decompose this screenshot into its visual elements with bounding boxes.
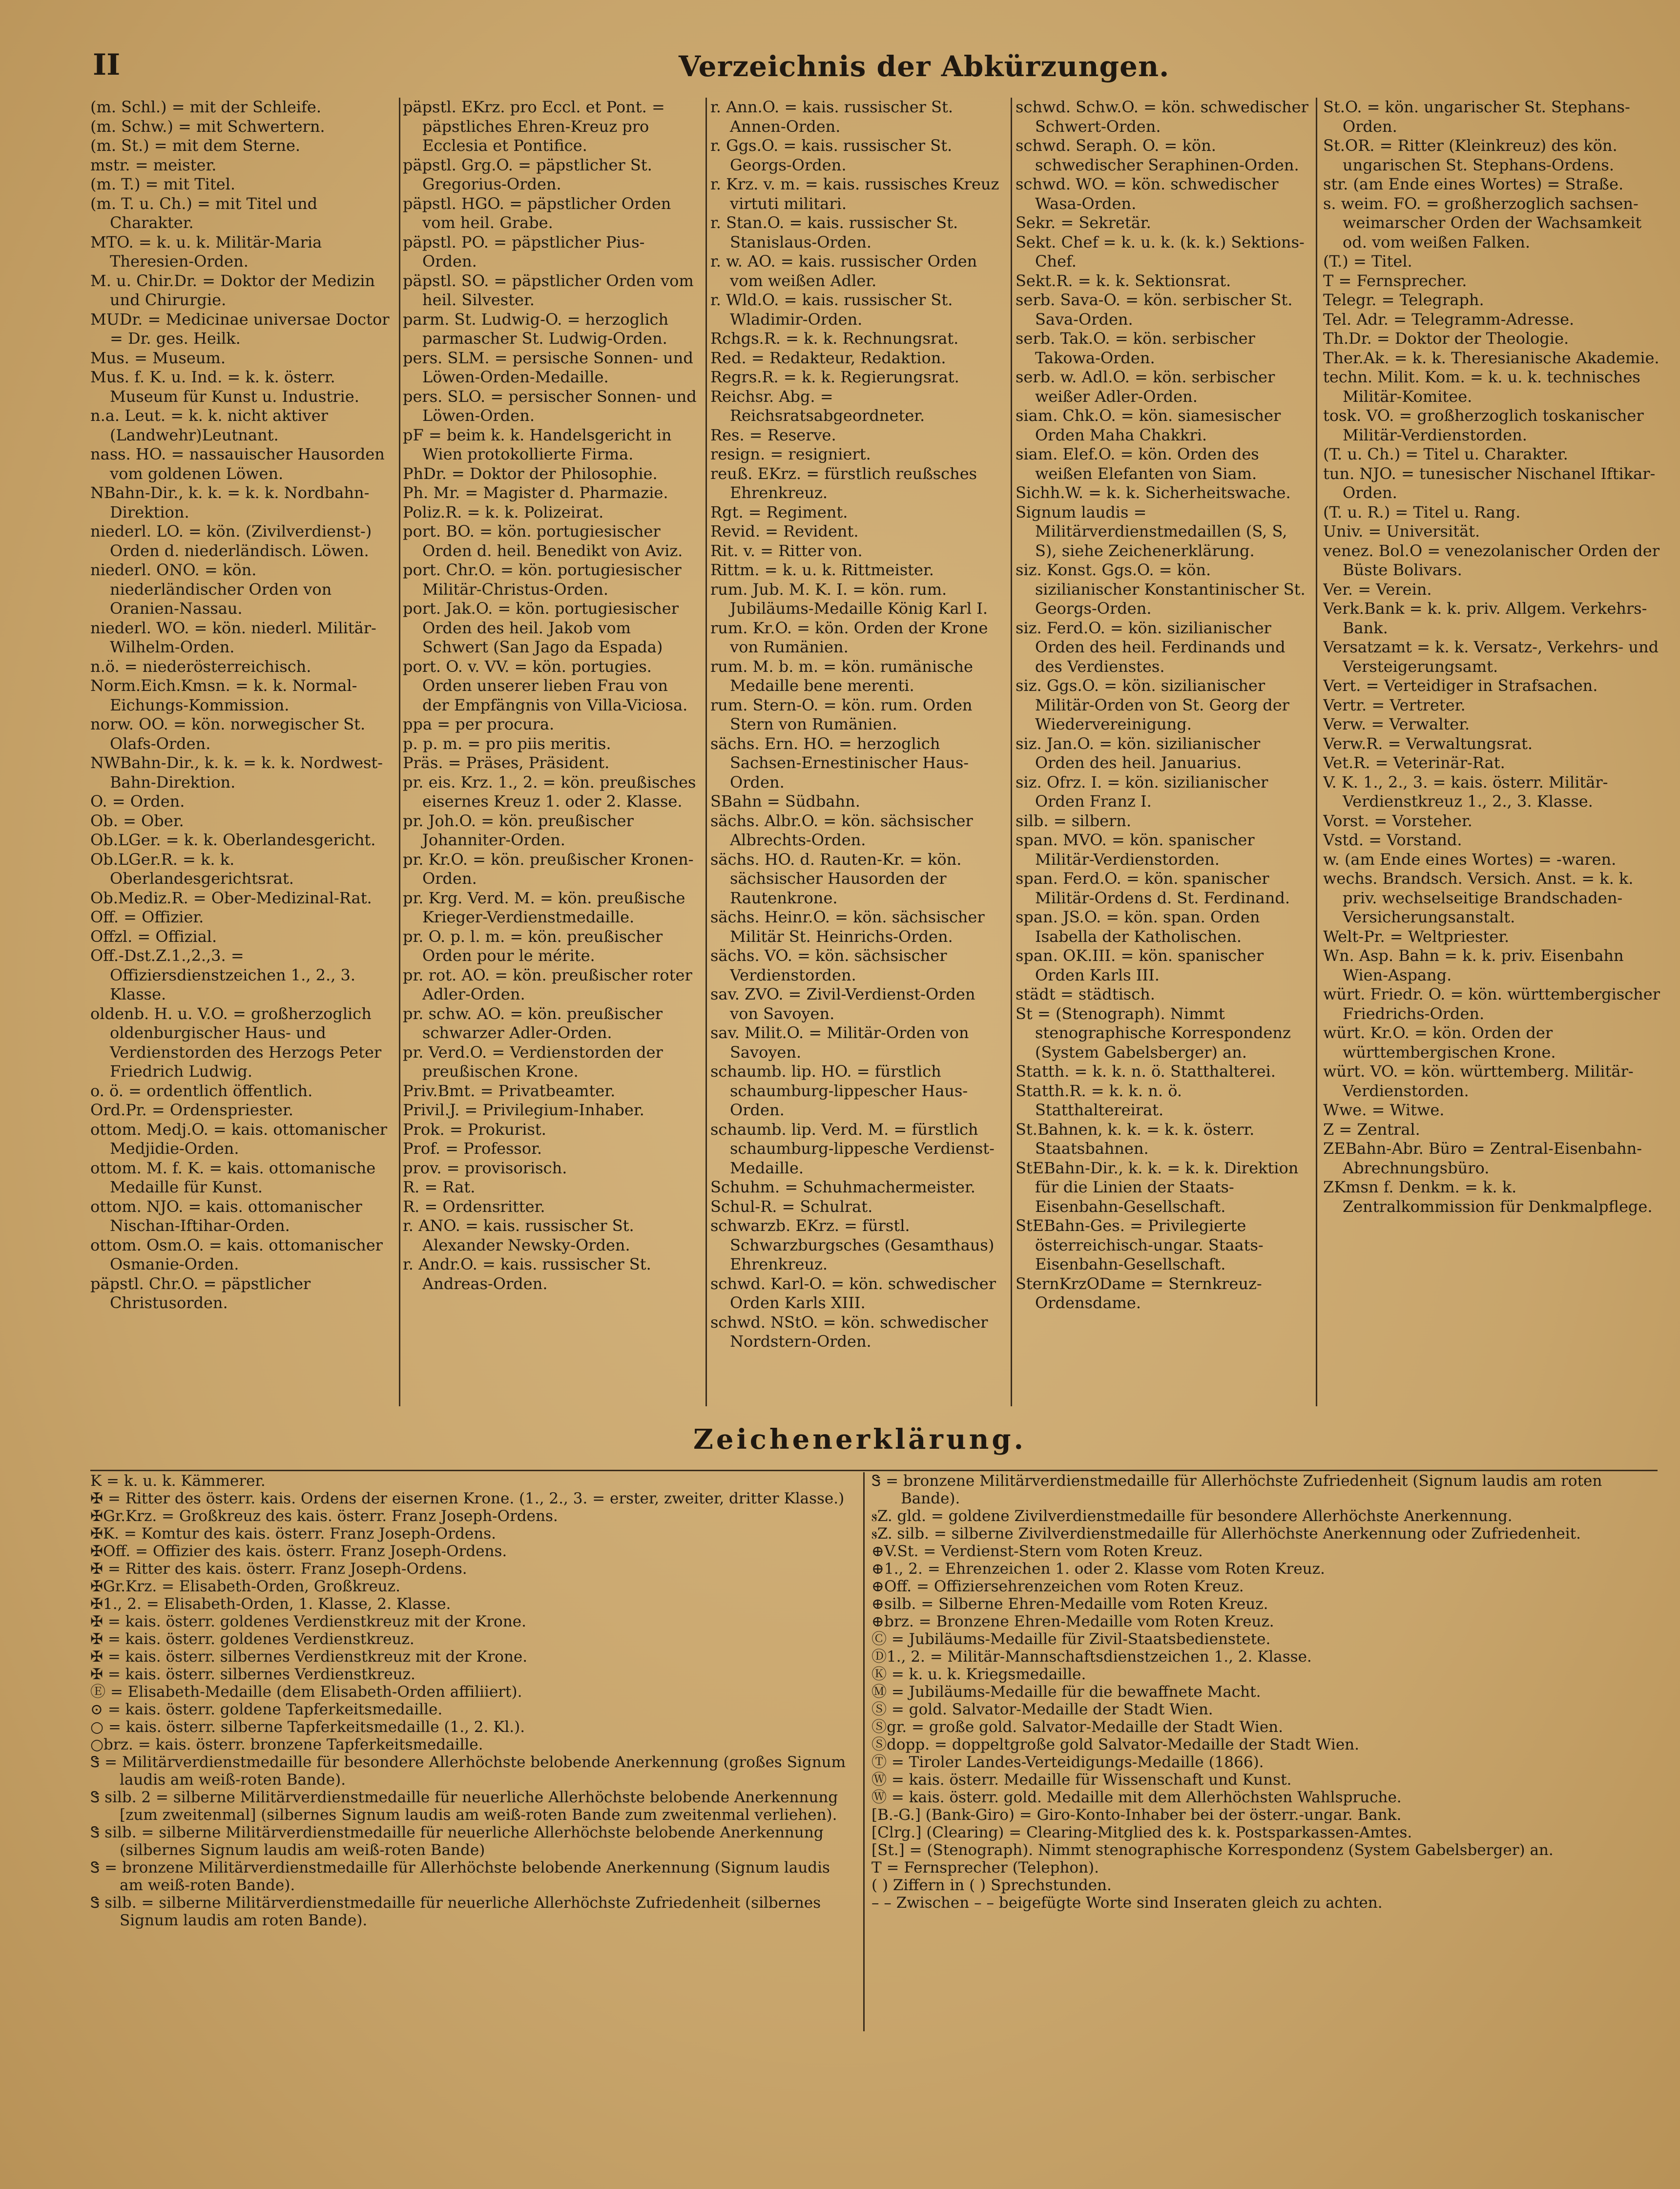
- abbreviation-entry: (m. St.) = mit dem Sterne.: [90, 136, 301, 155]
- abbreviation-entry: Sichh.W. = k. k. Sicherheitswache.: [1016, 483, 1291, 502]
- legend-entry: ꮥZ. gld. = goldene Zivilverdienstmedaille für besondere Allerhöchste Anerkennung.: [871, 1507, 1513, 1525]
- abbreviation-entry: ottom. M. f. K. = kais. ottomanische Medaille für Kunst.: [90, 1158, 376, 1196]
- abbreviation-entry: port. Chr.O. = kön. portugiesischer Militär-Christus-Orden.: [403, 561, 682, 599]
- legend-entry: ꮥZ. silb. = silberne Zivilverdienstmedaille für Allerhöchste Anerkennung oder Zufriedenheit.: [871, 1525, 1581, 1543]
- legend-entry: Ꮥ silb. = silberne Militärverdienstmedaille für neuerliche Allerhöchste belobende Anerkennung (silbernes Signum laudis am weiß-roten Bande): [90, 1824, 824, 1859]
- abbreviation-entry: Schuhm. = Schuhmachermeister.: [710, 1178, 975, 1196]
- legend-entry: ( ) Ziffern in ( ) Sprechstunden.: [871, 1876, 1112, 1894]
- legend-right-column: [871, 1472, 1660, 2039]
- legend-entry: ✠Off. = Offizier des kais. österr. Franz Joseph-Ordens.: [90, 1543, 507, 1560]
- abbreviation-entry: päpstl. EKrz. pro Eccl. et Pont. = päpstliches Ehren-Kreuz pro Ecclesia et Pontifice.: [403, 98, 665, 155]
- abbreviation-entry: Ob.LGer. = k. k. Oberlandesgericht.: [90, 831, 376, 849]
- abbreviation-entry: siz. Ferd.O. = kön. sizilianischer Orden des heil. Ferdinands und des Verdienstes.: [1016, 618, 1286, 676]
- legend-entry: ✠ = kais. österr. silbernes Verdienstkreuz.: [90, 1666, 415, 1683]
- abbreviation-entry: pr. Joh.O. = kön. preußischer Johanniter-Orden.: [403, 811, 634, 849]
- abbreviation-entry: r. Stan.O. = kais. russischer St. Stanislaus-Orden.: [710, 213, 958, 251]
- abbreviation-entry: span. JS.O. = kön. span. Orden Isabella der Katholischen.: [1016, 908, 1260, 946]
- abbreviation-entry: Rchgs.R. = k. k. Rechnungsrat.: [710, 329, 959, 348]
- abbreviation-entry: Schul-R. = Schulrat.: [710, 1197, 873, 1216]
- legend-entry: ✠K. = Komtur des kais. österr. Franz Joseph-Ordens.: [90, 1525, 496, 1543]
- abbreviation-entry: Vertr. = Vertreter.: [1323, 695, 1466, 714]
- legend-entry: ⊕1., 2. = Ehrenzeichen 1. oder 2. Klasse vom Roten Kreuz.: [871, 1560, 1325, 1578]
- abbreviation-entry: Z = Zentral.: [1323, 1120, 1420, 1139]
- abbreviation-entry: siam. Chk.O. = kön. siamesischer Orden Maha Chakkri.: [1016, 406, 1281, 444]
- abbreviation-entry: sächs. HO. d. Rauten-Kr. = kön. sächsischer Hausorden der Rautenkrone.: [710, 850, 962, 907]
- abbreviation-entry: St.O. = kön. ungarischer St. Stephans-Orden.: [1323, 98, 1630, 136]
- abbreviation-entry: str. (am Ende eines Wortes) = Straße.: [1323, 175, 1624, 193]
- abbreviation-entry: päpstl. PO. = päpstlicher Pius-Orden.: [403, 232, 645, 271]
- abbreviation-entry: päpstl. Grg.O. = päpstlicher St. Gregorius-Orden.: [403, 155, 652, 193]
- abbreviation-column-3: [710, 98, 1003, 1409]
- abbreviation-entry: r. Andr.O. = kais. russischer St. Andreas-Orden.: [403, 1255, 651, 1293]
- legend-entry: ⊕silb. = Silberne Ehren-Medaille vom Roten Kreuz.: [871, 1595, 1268, 1613]
- abbreviation-entry: Res. = Reserve.: [710, 425, 836, 444]
- page-number: II: [93, 48, 121, 82]
- abbreviation-entry: Sekt.R. = k. k. Sektionsrat.: [1016, 271, 1231, 290]
- abbreviation-entry: würt. Friedr. O. = kön. württembergischer Friedrichs-Orden.: [1323, 985, 1660, 1023]
- legend-entry: ⊕Off. = Offiziersehrenzeichen vom Roten Kreuz.: [871, 1578, 1244, 1595]
- legend-title: Zeichenerklärung.: [693, 1423, 1027, 1456]
- legend-entry: Ꮥ silb. = silberne Militärverdienstmedaille für neuerliche Allerhöchste Zufriedenheit (silbernes Signum laudis am roten Bande).: [90, 1894, 821, 1929]
- abbreviation-entry: schwd. NStO. = kön. schwedischer Nordstern-Orden.: [710, 1313, 988, 1351]
- abbreviation-entry: oldenb. H. u. V.O. = großherzoglich oldenburgischer Haus- und Verdienstorden des Herzogs Peter Friedrich Ludwig.: [90, 1004, 382, 1081]
- abbreviation-entry: Red. = Redakteur, Redaktion.: [710, 348, 946, 367]
- legend-entry: T = Fernsprecher (Telephon).: [871, 1859, 1099, 1876]
- abbreviation-entry: pF = beim k. k. Handelsgericht in Wien protokollierte Firma.: [403, 425, 672, 463]
- legend-entry: ✠ = Ritter des kais. österr. Franz Joseph-Ordens.: [90, 1560, 467, 1578]
- abbreviation-entry: port. Jak.O. = kön. portugiesischer Orden des heil. Jakob vom Schwert (San Jago da Espada): [403, 599, 679, 656]
- abbreviation-entry: prov. = provisorisch.: [403, 1158, 567, 1177]
- abbreviation-entry: Verw. = Verwalter.: [1323, 715, 1470, 733]
- abbreviation-entry: norw. OO. = kön. norwegischer St. Olafs-Orden.: [90, 715, 366, 753]
- abbreviation-entry: Mus. f. K. u. Ind. = k. k. österr. Museum für Kunst u. Industrie.: [90, 368, 359, 406]
- column-divider: [399, 98, 400, 1406]
- abbreviation-entry: pers. SLO. = persischer Sonnen- und Löwen-Orden.: [403, 387, 697, 425]
- abbreviation-entry: SBahn = Südbahn.: [710, 792, 860, 811]
- abbreviation-entry: nass. HO. = nassauischer Hausorden vom goldenen Löwen.: [90, 445, 385, 483]
- abbreviation-entry: Wn. Asp. Bahn = k. k. priv. Eisenbahn Wien-Aspang.: [1323, 946, 1624, 984]
- legend-divider: [863, 1472, 865, 2031]
- abbreviation-entry: V. K. 1., 2., 3. = kais. österr. Militär-Verdienstkreuz 1., 2., 3. Klasse.: [1323, 772, 1608, 811]
- abbreviation-entry: sächs. VO. = kön. sächsischer Verdienstorden.: [710, 946, 947, 984]
- column-divider: [1011, 98, 1012, 1406]
- legend-entry: Ꮥ = Militärverdienstmedaille für besondere Allerhöchste belobende Anerkennung (großes Signum laudis am weiß-roten Bande).: [90, 1753, 846, 1789]
- column-divider: [1316, 98, 1317, 1406]
- abbreviation-entry: pr. eis. Krz. 1., 2. = kön. preußisches eisernes Kreuz 1. oder 2. Klasse.: [403, 772, 696, 811]
- abbreviation-entry: venez. Bol.O = venezolanischer Orden der Büste Bolivars.: [1323, 541, 1659, 579]
- abbreviation-entry: Ob.Mediz.R. = Ober-Medizinal-Rat.: [90, 888, 372, 907]
- legend-entry: ✠Gr.Krz. = Großkreuz des kais. österr. Franz Joseph-Ordens.: [90, 1507, 558, 1525]
- abbreviation-entry: Priv.Bmt. = Privatbeamter.: [403, 1081, 616, 1100]
- abbreviation-entry: siz. Ggs.O. = kön. sizilianischer Militär-Orden von St. Georg der Wiedervereinigung.: [1016, 676, 1289, 733]
- abbreviation-entry: Präs. = Präses, Präsident.: [403, 753, 610, 772]
- abbreviation-entry: StEBahn-Dir., k. k. = k. k. Direktion für die Linien der Staats-Eisenbahn-Gesellschaft.: [1016, 1158, 1299, 1216]
- abbreviation-entry: Statth.R. = k. k. n. ö. Statthaltereirat.: [1016, 1081, 1182, 1119]
- abbreviation-entry: Reichsr. Abg. = Reichsratsabgeordneter.: [710, 387, 925, 425]
- abbreviation-entry: Verw.R. = Verwaltungsrat.: [1323, 734, 1533, 753]
- abbreviation-entry: niederl. LO. = kön. (Zivilverdienst-) Orden d. niederländisch. Löwen.: [90, 522, 372, 560]
- legend-entry: Ⓓ1., 2. = Militär-Mannschaftsdienstzeichen 1., 2. Klasse.: [871, 1648, 1312, 1666]
- abbreviation-entry: siz. Jan.O. = kön. sizilianischer Orden des heil. Januarius.: [1016, 734, 1261, 772]
- abbreviation-entry: serb. w. Adl.O. = kön. serbischer weißer Adler-Orden.: [1016, 368, 1275, 406]
- abbreviation-entry: siz. Konst. Ggs.O. = kön. sizilianischer Konstantinischer St. Georgs-Orden.: [1016, 561, 1306, 618]
- abbreviation-entry: Ord.Pr. = Ordenspriester.: [90, 1101, 293, 1119]
- abbreviation-entry: rum. Kr.O. = kön. Orden der Krone von Rumänien.: [710, 618, 988, 656]
- abbreviation-entry: Offzl. = Offizial.: [90, 927, 217, 946]
- abbreviation-entry: Ph. Mr. = Magister d. Pharmazie.: [403, 483, 668, 502]
- abbreviation-entry: Univ. = Universität.: [1323, 522, 1480, 541]
- abbreviation-entry: span. MVO. = kön. spanischer Militär-Verdienstorden.: [1016, 831, 1255, 869]
- abbreviation-entry: schwd. Seraph. O. = kön. schwedischer Seraphinen-Orden.: [1016, 136, 1299, 174]
- abbreviation-entry: siz. Ofrz. I. = kön. sizilianischer Orden Franz I.: [1016, 772, 1268, 811]
- abbreviation-column-5: [1323, 98, 1665, 1409]
- abbreviation-entry: parm. St. Ludwig-O. = herzoglich parmascher St. Ludwig-Orden.: [403, 310, 669, 348]
- abbreviation-entry: Verk.Bank = k. k. priv. Allgem. Verkehrs-Bank.: [1323, 599, 1647, 637]
- abbreviation-entry: schwarzb. EKrz. = fürstl. Schwarzburgsches (Gesamthaus) Ehrenkreuz.: [710, 1216, 995, 1273]
- abbreviation-entry: n.a. Leut. = k. k. nicht aktiver (Landwehr)Leutnant.: [90, 406, 328, 444]
- abbreviation-entry: Norm.Eich.Kmsn. = k. k. Normal-Eichungs-Kommission.: [90, 676, 357, 714]
- abbreviation-entry: r. Krz. v. m. = kais. russisches Kreuz virtuti militari.: [710, 175, 999, 213]
- abbreviation-entry: O. = Orden.: [90, 792, 185, 811]
- abbreviation-entry: ppa = per procura.: [403, 715, 555, 733]
- abbreviation-entry: schwd. WO. = kön. schwedischer Wasa-Orden.: [1016, 175, 1279, 213]
- abbreviation-entry: sächs. Albr.O. = kön. sächsischer Albrechts-Orden.: [710, 811, 973, 849]
- abbreviation-entry: s. weim. FO. = großherzoglich sachsen-weimarscher Orden der Wachsamkeit od. vom weißen Falken.: [1323, 194, 1642, 251]
- legend-entry: ✠ = kais. österr. silbernes Verdienstkreuz mit der Krone.: [90, 1648, 528, 1666]
- abbreviation-entry: schwd. Karl-O. = kön. schwedischer Orden Karls XIII.: [710, 1274, 996, 1312]
- abbreviation-entry: techn. Milit. Kom. = k. u. k. technisches Militär-Komitee.: [1323, 368, 1640, 406]
- abbreviation-entry: r. Ggs.O. = kais. russischer St. Georgs-Orden.: [710, 136, 953, 174]
- abbreviation-column-2: [403, 98, 698, 1409]
- legend-entry: [St.] = (Stenograph). Nimmt stenographische Korrespondenz (System Gabelsberger) an.: [871, 1841, 1554, 1859]
- abbreviation-entry: pr. schw. AO. = kön. preußischer schwarzer Adler-Orden.: [403, 1004, 663, 1042]
- abbreviation-entry: resign. = resigniert.: [710, 445, 871, 463]
- abbreviation-entry: tosk. VO. = großherzoglich toskanischer Militär-Verdienstorden.: [1323, 406, 1644, 444]
- abbreviation-entry: Signum laudis = Militärverdienstmedaillen (S, S, S), siehe Zeichenerklärung.: [1016, 502, 1287, 560]
- abbreviation-entry: rum. Stern-O. = kön. rum. Orden Stern von Rumänien.: [710, 695, 973, 733]
- legend-entry: Ⓦ = kais. österr. Medaille für Wissenschaft und Kunst.: [871, 1771, 1292, 1789]
- abbreviation-entry: St = (Stenograph). Nimmt stenographische Korrespondenz (System Gabelsberger) an.: [1016, 1004, 1291, 1062]
- abbreviation-entry: Vert. = Verteidiger in Strafsachen.: [1323, 676, 1598, 695]
- abbreviation-entry: Wwe. = Witwe.: [1323, 1101, 1445, 1119]
- abbreviation-entry: PhDr. = Doktor der Philosophie.: [403, 464, 658, 483]
- abbreviation-entry: SternKrzODame = Sternkreuz-Ordensdame.: [1016, 1274, 1262, 1312]
- abbreviation-entry: serb. Sava-O. = kön. serbischer St. Sava-Orden.: [1016, 291, 1293, 329]
- abbreviation-entry: Ob.LGer.R. = k. k. Oberlandesgerichtsrat.: [90, 850, 294, 888]
- legend-entry: Ⓔ = Elisabeth-Medaille (dem Elisabeth-Orden affiliiert).: [90, 1683, 522, 1701]
- abbreviation-entry: Ver. = Verein.: [1323, 580, 1432, 599]
- legend-entry: [B.-G.] (Bank-Giro) = Giro-Konto-Inhaber bei der österr.-ungar. Bank.: [871, 1806, 1402, 1824]
- legend-left-column: [90, 1472, 854, 2039]
- abbreviation-entry: Ther.Ak. = k. k. Theresianische Akademie.: [1323, 348, 1659, 367]
- abbreviation-entry: würt. VO. = kön. württemberg. Militär-Verdienstorden.: [1323, 1062, 1634, 1100]
- legend-entry: ✠ = kais. österr. goldenes Verdienstkreuz.: [90, 1630, 415, 1648]
- abbreviation-entry: rum. Jub. M. K. I. = kön. rum. Jubiläums-Medaille König Karl I.: [710, 580, 988, 618]
- abbreviation-entry: Revid. = Revident.: [710, 522, 859, 541]
- legend-entry: Ⓜ = Jubiläums-Medaille für die bewaffnete Macht.: [871, 1683, 1261, 1701]
- abbreviation-entry: T = Fernsprecher.: [1323, 271, 1467, 290]
- abbreviation-entry: sächs. Ern. HO. = herzoglich Sachsen-Ernestinischer Haus-Orden.: [710, 734, 969, 792]
- legend-rule: [90, 1470, 1658, 1471]
- abbreviation-entry: städt = städtisch.: [1016, 985, 1155, 1003]
- abbreviation-entry: schwd. Schw.O. = kön. schwedischer Schwert-Orden.: [1016, 98, 1308, 136]
- abbreviation-entry: Off.-Dst.Z.1.,2.,3. = Offiziersdienstzeichen 1., 2., 3. Klasse.: [90, 946, 356, 1003]
- abbreviation-entry: Tel. Adr. = Telegramm-Adresse.: [1323, 310, 1575, 329]
- abbreviation-entry: NWBahn-Dir., k. k. = k. k. Nordwest-Bahn-Direktion.: [90, 753, 383, 792]
- abbreviation-columns: [90, 98, 1667, 1409]
- abbreviation-entry: n.ö. = niederösterreichisch.: [90, 657, 311, 676]
- abbreviation-entry: Privil.J. = Privilegium-Inhaber.: [403, 1101, 644, 1119]
- abbreviation-column-4: [1016, 98, 1311, 1409]
- abbreviation-entry: Versatzamt = k. k. Versatz-, Verkehrs- und Versteigerungsamt.: [1323, 638, 1659, 676]
- abbreviation-entry: o. ö. = ordentlich öffentlich.: [90, 1081, 313, 1100]
- abbreviation-entry: MTO. = k. u. k. Militär-Maria Theresien-Orden.: [90, 232, 322, 271]
- abbreviation-entry: NBahn-Dir., k. k. = k. k. Nordbahn-Direktion.: [90, 483, 370, 521]
- legend-entry: Ⓣ = Tiroler Landes-Verteidigungs-Medaille (1866).: [871, 1753, 1264, 1771]
- abbreviation-column-1: [90, 98, 391, 1409]
- legend-entry: ○brz. = kais. österr. bronzene Tapferkeitsmedaille.: [90, 1736, 483, 1753]
- abbreviation-entry: (m. T.) = mit Titel.: [90, 175, 236, 193]
- abbreviation-entry: port. BO. = kön. portugiesischer Orden d. heil. Benedikt von Aviz.: [403, 522, 683, 560]
- abbreviation-entry: M. u. Chir.Dr. = Doktor der Medizin und Chirurgie.: [90, 271, 375, 309]
- abbreviation-entry: span. OK.III. = kön. spanischer Orden Karls III.: [1016, 946, 1264, 984]
- abbreviation-entry: ottom. NJO. = kais. ottomanischer Nischan-Iftihar-Orden.: [90, 1197, 362, 1235]
- abbreviation-entry: Sekr. = Sekretär.: [1016, 213, 1151, 232]
- abbreviation-entry: schaumb. lip. Verd. M. = fürstlich schaumburg-lippesche Verdienst-Medaille.: [710, 1120, 995, 1177]
- column-divider: [705, 98, 707, 1406]
- abbreviation-entry: r. w. AO. = kais. russischer Orden vom weißen Adler.: [710, 252, 977, 290]
- legend-entry: Ⓚ = k. u. k. Kriegsmedaille.: [871, 1666, 1086, 1683]
- abbreviation-entry: (m. T. u. Ch.) = mit Titel und Charakter.: [90, 194, 318, 232]
- abbreviation-entry: pr. Verd.O. = Verdienstorden der preußischen Krone.: [403, 1042, 663, 1081]
- legend-entry: ⊕V.St. = Verdienst-Stern vom Roten Kreuz.: [871, 1543, 1203, 1560]
- abbreviation-entry: Off. = Offizier.: [90, 908, 204, 926]
- abbreviation-entry: Vet.R. = Veterinär-Rat.: [1323, 753, 1505, 772]
- abbreviation-entry: silb. = silbern.: [1016, 811, 1132, 830]
- abbreviation-entry: Prof. = Professor.: [403, 1139, 542, 1158]
- abbreviation-entry: sav. Milit.O. = Militär-Orden von Savoyen.: [710, 1023, 969, 1062]
- abbreviation-entry: p. p. m. = pro piis meritis.: [403, 734, 611, 753]
- abbreviation-entry: pr. Kr.O. = kön. preußischer Kronen-Orden.: [403, 850, 694, 888]
- abbreviation-entry: (m. Schl.) = mit der Schleife.: [90, 98, 321, 116]
- abbreviation-entry: Rittm. = k. u. k. Rittmeister.: [710, 561, 934, 579]
- legend-entry: Ⓢ = gold. Salvator-Medaille der Stadt Wien.: [871, 1701, 1213, 1718]
- abbreviation-entry: Welt-Pr. = Weltpriester.: [1323, 927, 1510, 946]
- legend-entry: – – Zwischen – – beigefügte Worte sind Inseraten gleich zu achten.: [871, 1894, 1383, 1912]
- abbreviation-entry: Th.Dr. = Doktor der Theologie.: [1323, 329, 1569, 348]
- legend-entry: Ⓢdopp. = doppeltgroße gold Salvator-Medaille der Stadt Wien.: [871, 1736, 1359, 1753]
- legend-entry: ✠1., 2. = Elisabeth-Orden, 1. Klasse, 2. Klasse.: [90, 1595, 451, 1613]
- abbreviation-entry: niederl. WO. = kön. niederl. Militär-Wilhelm-Orden.: [90, 618, 376, 656]
- abbreviation-entry: Telegr. = Telegraph.: [1323, 291, 1484, 309]
- abbreviation-entry: Vstd. = Vorstand.: [1323, 831, 1462, 849]
- page-title: Verzeichnis der Abkürzungen.: [679, 50, 1170, 83]
- abbreviation-entry: niederl. ONO. = kön. niederländischer Orden von Oranien-Nassau.: [90, 561, 332, 618]
- legend-entry: ✠ = Ritter des österr. kais. Ordens der eisernen Krone. (1., 2., 3. = erster, zweiter, dritter Klasse.): [90, 1490, 845, 1507]
- abbreviation-entry: Prok. = Prokurist.: [403, 1120, 546, 1139]
- abbreviation-entry: päpstl. HGO. = päpstlicher Orden vom heil. Grabe.: [403, 194, 671, 232]
- abbreviation-entry: Vorst. = Vorsteher.: [1323, 811, 1473, 830]
- abbreviation-entry: St.OR. = Ritter (Kleinkreuz) des kön. ungarischen St. Stephans-Ordens.: [1323, 136, 1618, 174]
- abbreviation-entry: schaumb. lip. HO. = fürstlich schaumburg-lippescher Haus-Orden.: [710, 1062, 968, 1119]
- abbreviation-entry: Rit. v. = Ritter von.: [710, 541, 863, 560]
- abbreviation-entry: StEBahn-Ges. = Privilegierte österreichisch-ungar. Staats-Eisenbahn-Gesellschaft.: [1016, 1216, 1264, 1273]
- abbreviation-entry: päpstl. Chr.O. = päpstlicher Christusorden.: [90, 1274, 311, 1312]
- abbreviation-entry: rum. M. b. m. = kön. rumänische Medaille bene merenti.: [710, 657, 973, 695]
- legend-entry: ⊕brz. = Bronzene Ehren-Medaille vom Roten Kreuz.: [871, 1613, 1274, 1630]
- abbreviation-entry: Mus. = Museum.: [90, 348, 226, 367]
- abbreviation-entry: pr. rot. AO. = kön. preußischer roter Adler-Orden.: [403, 965, 692, 1003]
- abbreviation-entry: sav. ZVO. = Zivil-Verdienst-Orden von Savoyen.: [710, 985, 975, 1023]
- abbreviation-entry: ottom. Osm.O. = kais. ottomanischer Osmanie-Orden.: [90, 1235, 383, 1273]
- abbreviation-entry: Regrs.R. = k. k. Regierungsrat.: [710, 368, 959, 386]
- abbreviation-entry: (T.) = Titel.: [1323, 252, 1412, 271]
- legend-entry: Ⓦ = kais. österr. gold. Medaille mit dem Allerhöchsten Wahlspruche.: [871, 1789, 1402, 1806]
- abbreviation-entry: Rgt. = Regiment.: [710, 502, 848, 521]
- legend-entry: Ꮥ = bronzene Militärverdienstmedaille für Allerhöchste belobende Anerkennung (Signum laudis am weiß-roten Bande).: [90, 1859, 830, 1894]
- abbreviation-entry: ottom. Medj.O. = kais. ottomanischer Medjidie-Orden.: [90, 1120, 388, 1158]
- legend-entry: ○ = kais. österr. silberne Tapferkeitsmedaille (1., 2. Kl.).: [90, 1718, 525, 1736]
- abbreviation-entry: ZEBahn-Abr. Büro = Zentral-Eisenbahn-Abrechnungsbüro.: [1323, 1139, 1642, 1177]
- abbreviation-entry: mstr. = meister.: [90, 155, 217, 174]
- legend-entry: K = k. u. k. Kämmerer.: [90, 1472, 266, 1490]
- abbreviation-entry: Poliz.R. = k. k. Polizeirat.: [403, 502, 604, 521]
- abbreviation-entry: port. O. v. VV. = kön. portugies. Orden unserer lieben Frau von der Empfängnis von Villa-Viciosa.: [403, 657, 688, 714]
- legend-entry: Ꮥ = bronzene Militärverdienstmedaille für Allerhöchste Zufriedenheit (Signum laudis am roten Bande).: [871, 1472, 1602, 1507]
- abbreviation-entry: wechs. Brandsch. Versich. Anst. = k. k. priv. wechselseitige Brandschaden-Versicherungsanstalt.: [1323, 869, 1634, 926]
- abbreviation-entry: ZKmsn f. Denkm. = k. k. Zentralkommission für Denkmalpflege.: [1323, 1178, 1653, 1216]
- legend-entry: ⊙ = kais. österr. goldene Tapferkeitsmedaille.: [90, 1701, 443, 1718]
- abbreviation-entry: (m. Schw.) = mit Schwertern.: [90, 117, 325, 136]
- abbreviation-entry: r. Wld.O. = kais. russischer St. Wladimir-Orden.: [710, 291, 953, 329]
- abbreviation-entry: tun. NJO. = tunesischer Nischanel Iftikar-Orden.: [1323, 464, 1656, 502]
- abbreviation-entry: pr. Krg. Verd. M. = kön. preußische Krieger-Verdienstmedaille.: [403, 888, 685, 926]
- legend-entry: Ⓒ = Jubiläums-Medaille für Zivil-Staatsbedienstete.: [871, 1630, 1271, 1648]
- abbreviation-entry: sächs. Heinr.O. = kön. sächsischer Militär St. Heinrichs-Orden.: [710, 908, 985, 946]
- abbreviation-entry: R. = Ordensritter.: [403, 1197, 545, 1216]
- legend-entry: ✠ = kais. österr. goldenes Verdienstkreuz mit der Krone.: [90, 1613, 526, 1630]
- abbreviation-entry: R. = Rat.: [403, 1178, 476, 1196]
- abbreviation-entry: pr. O. p. l. m. = kön. preußischer Orden pour le mérite.: [403, 927, 663, 965]
- abbreviation-entry: (T. u. Ch.) = Titel u. Charakter.: [1323, 445, 1568, 463]
- abbreviation-entry: päpstl. SO. = päpstlicher Orden vom heil. Silvester.: [403, 271, 694, 309]
- abbreviation-entry: r. ANO. = kais. russischer St. Alexander Newsky-Orden.: [403, 1216, 634, 1254]
- abbreviation-entry: würt. Kr.O. = kön. Orden der württembergischen Krone.: [1323, 1023, 1556, 1062]
- abbreviation-entry: pers. SLM. = persische Sonnen- und Löwen-Orden-Medaille.: [403, 348, 693, 386]
- abbreviation-entry: Sekt. Chef = k. u. k. (k. k.) Sektions-Chef.: [1016, 232, 1305, 271]
- legend-entry: [Clrg.] (Clearing) = Clearing-Mitglied des k. k. Postsparkassen-Amtes.: [871, 1824, 1412, 1841]
- abbreviation-entry: reuß. EKrz. = fürstlich reußsches Ehrenkreuz.: [710, 464, 977, 502]
- legend-entry: Ꮥ silb. 2 = silberne Militärverdienstmedaille für neuerliche Allerhöchste belobende Anerkennung [zum zweitenmal] (silbernes Signum laudis am weiß-roten Bande zum zweitenmal verliehen).: [90, 1789, 838, 1824]
- abbreviation-entry: St.Bahnen, k. k. = k. k. österr. Staatsbahnen.: [1016, 1120, 1255, 1158]
- abbreviation-entry: span. Ferd.O. = kön. spanischer Militär-Ordens d. St. Ferdinand.: [1016, 869, 1290, 907]
- abbreviation-entry: serb. Tak.O. = kön. serbischer Takowa-Orden.: [1016, 329, 1255, 367]
- abbreviation-entry: Ob. = Ober.: [90, 811, 184, 830]
- abbreviation-entry: siam. Elef.O. = kön. Orden des weißen Elefanten von Siam.: [1016, 445, 1259, 483]
- abbreviation-entry: w. (am Ende eines Wortes) = -waren.: [1323, 850, 1617, 869]
- abbreviation-entry: r. Ann.O. = kais. russischer St. Annen-Orden.: [710, 98, 954, 136]
- abbreviation-entry: (T. u. R.) = Titel u. Rang.: [1323, 502, 1521, 521]
- legend-entry: ✠Gr.Krz. = Elisabeth-Orden, Großkreuz.: [90, 1578, 400, 1595]
- abbreviation-entry: Statth. = k. k. n. ö. Statthalterei.: [1016, 1062, 1276, 1081]
- abbreviation-entry: MUDr. = Medicinae universae Doctor = Dr. ges. Heilk.: [90, 310, 390, 348]
- legend-entry: Ⓢgr. = große gold. Salvator-Medaille der Stadt Wien.: [871, 1718, 1283, 1736]
